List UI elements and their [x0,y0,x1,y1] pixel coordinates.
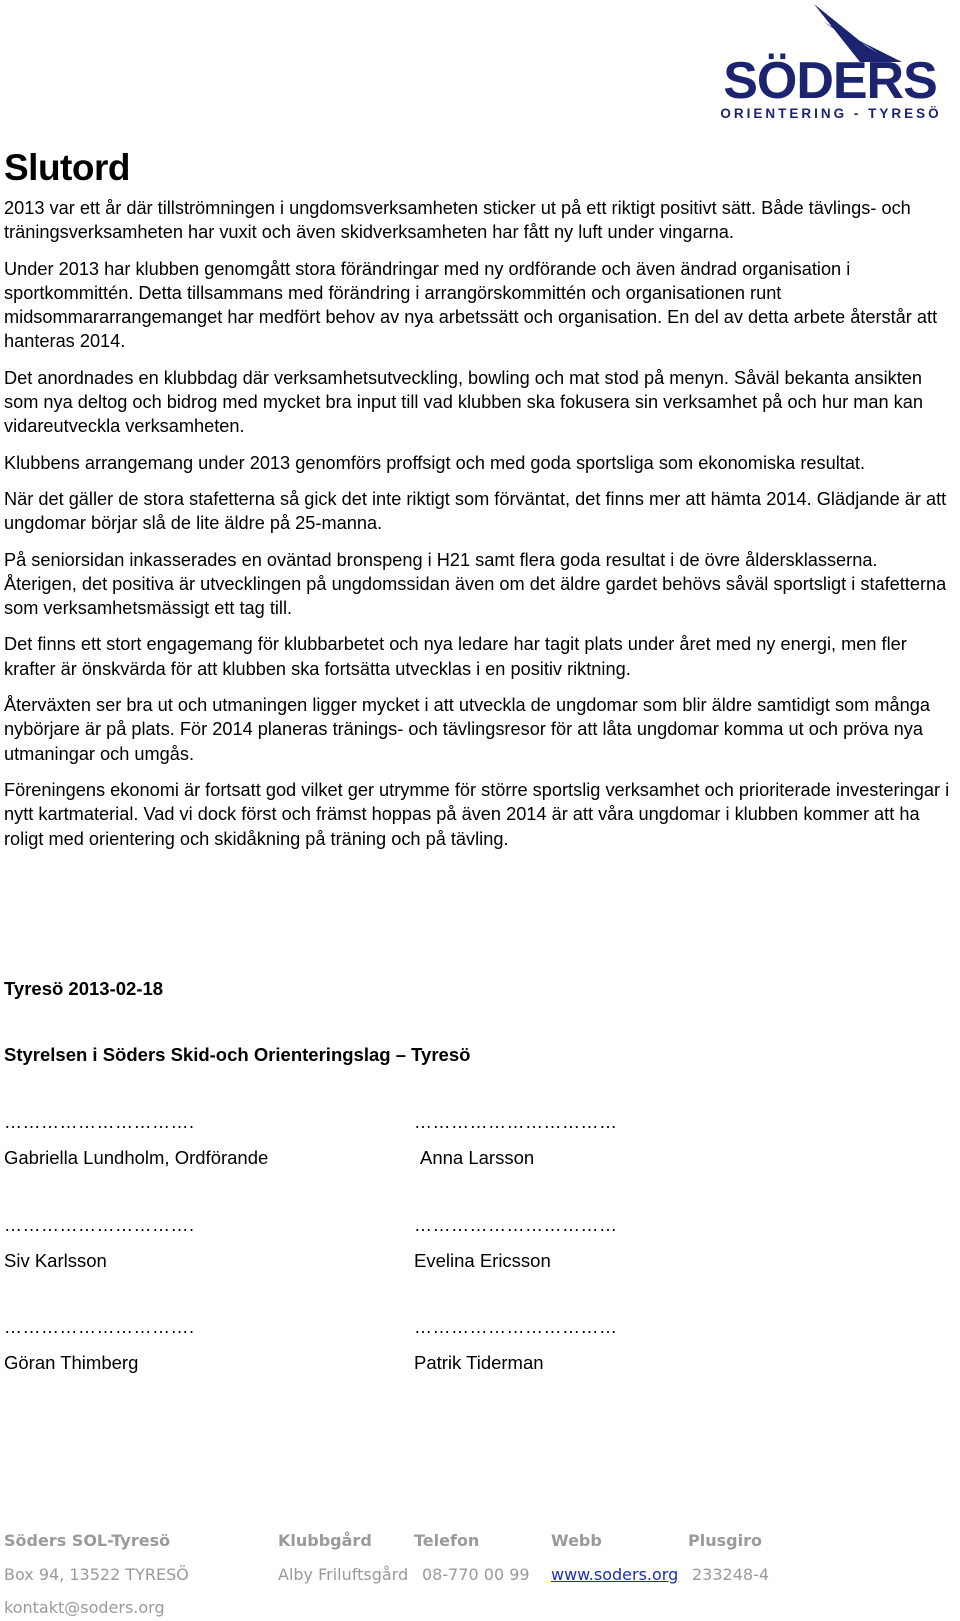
footer-plusgiro-header: Plusgiro [688,1531,762,1550]
signature-line: …………………………. [4,1215,195,1235]
footer-plusgiro: 233248-4 [692,1565,770,1584]
footer-web-link[interactable]: www.soders.org [551,1565,679,1584]
footer-web-header: Webb [551,1531,602,1550]
club-logo [706,0,956,125]
signature-line: …………………………… [414,1317,618,1337]
footer-klubbgard: Alby Friluftsgård [278,1565,409,1584]
footer-phone: 08-770 00 99 [422,1565,530,1584]
signature-line: …………………………… [414,1112,618,1132]
paragraph: 2013 var ett år där tillströmningen i ungdomsverksamheten sticker ut på ett riktigt positivt sätt. Både tävlings- och träningsverksamheten har vuxit och även skidverksamheten har fått ny luft under vingarna. [4,198,911,243]
paragraph: Under 2013 har klubben genomgått stora förändringar med ny ordförande och även ändrad organisation i sportkommittén. Detta tillsammans med förändring i arrangörskommittén och organisationen runt midsommararrangemanget har medfört behov av nya arbetssätt och organisation. En del av detta arbete återstår att hanteras 2014. [4,258,938,352]
paragraph: Det anordnades en klubbdag där verksamhetsutveckling, bowling och mat stod på menyn. Såväl bekanta ansikten som nya deltog och bidrog med mycket bra input till vad klubben ska fokusera sin verksamhet på och hur man kan vidareutveckla verksamheten. [4,367,923,437]
paragraph: Det finns ett stort engagemang för klubbarbetet och nya ledare har tagit plats under året med ny energi, men fler krafter är önskvärda för att klubben ska fortsätta utvecklas i en positiv riktning. [4,634,907,679]
paragraph: Återväxten ser bra ut och utmaningen ligger mycket i att utveckla de ungdomar som blir äldre samtidigt som många nybörjare är på plats. För 2014 planeras tränings- och tävlingsresor för att låta ungdomar komma ut och pröva nya utmaningar och umgås. [4,695,930,764]
signature-line: …………………………. [4,1317,195,1337]
signatory-name: Gabriella Lundholm, Ordförande [4,1147,269,1168]
footer-phone-header: Telefon [414,1531,480,1550]
page-title: Slutord [4,147,130,188]
footer-address: Box 94, 13522 TYRESÖ [4,1565,189,1584]
footer-org-name: Söders SOL-Tyresö [4,1531,171,1550]
paragraph: När det gäller de stora stafetterna så gick det inte riktigt som förväntat, det finns mer att hämta 2014. Glädjande är att ungdomar börjar slå de lite äldre på 25-manna. [4,488,947,534]
signatory-name: Göran Thimberg [4,1352,139,1373]
date-line: Tyresö 2013-02-18 [4,978,164,999]
board-line: Styrelsen i Söders Skid-och Orienteringslag – Tyresö [4,1044,471,1065]
signature-line: …………………………… [414,1215,618,1235]
logo-tagline: ORIENTERING - TYRESÖ [720,106,942,121]
logo-wordmark: SÖDERS [723,52,937,110]
signatory-name: Evelina Ericsson [414,1250,551,1271]
footer-klubbgard-header: Klubbgård [278,1531,372,1550]
signatory-name: Siv Karlsson [4,1250,107,1271]
signature-line: …………………………. [4,1112,195,1132]
paragraph: Klubbens arrangemang under 2013 genomförs proffsigt och med goda sportsliga som ekonomiska resultat. [4,452,866,473]
signatory-name: Patrik Tiderman [414,1352,544,1373]
paragraph: På seniorsidan inkasserades en oväntad bronspeng i H21 samt flera goda resultat i de övre åldersklasserna. Återigen, det positiva är utvecklingen på ungdomssidan även om det äldre gardet behövs såväl sportsligt i stafetterna som verksamhetsmässigt ett tag till. [4,549,947,619]
signatory-name: Anna Larsson [420,1147,535,1168]
footer-email[interactable]: kontakt@soders.org [4,1598,165,1617]
main-content [4,146,954,863]
paragraph: Föreningens ekonomi är fortsatt god vilket ger utrymme för större sportslig verksamhet och prioriterade investeringar i nytt kartmaterial. Vad vi dock först och främst hoppas på även 2014 är att våra ungdomar i klubben kommer att ha roligt med orientering och skidåkning på träning och på tävling. [4,779,950,849]
